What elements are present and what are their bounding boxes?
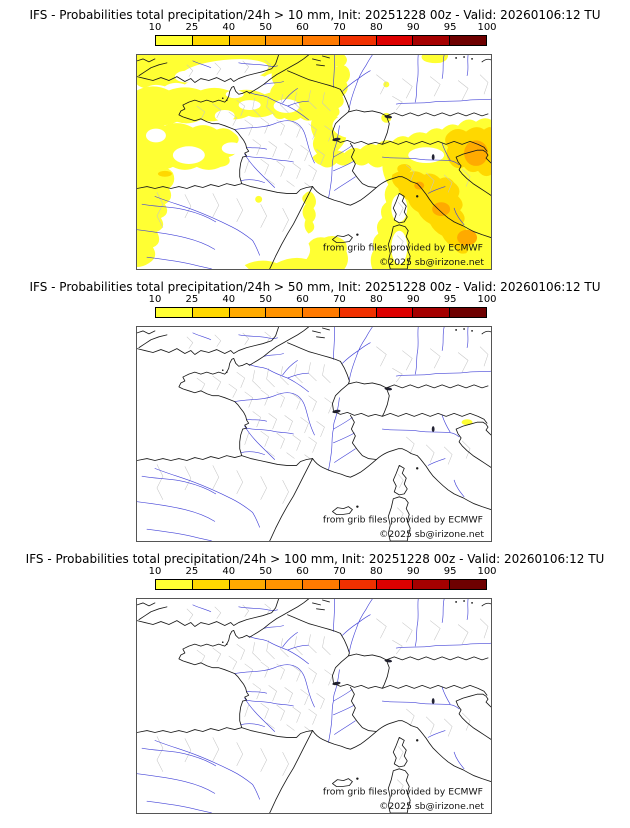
colorbar-tick-label: 25 [185, 566, 199, 577]
colorbar-tick-label: 10 [148, 22, 162, 33]
colorbar-segment [230, 36, 267, 45]
colorbar-segment [340, 36, 377, 45]
ecmwf-credit: from grib files provided by ECMWF [322, 786, 484, 798]
map-50mm [136, 326, 492, 542]
colorbar-segment [340, 580, 377, 589]
colorbar-tick-label: 40 [222, 22, 236, 33]
colorbar-tick-label: 70 [333, 294, 346, 305]
map-title: IFS - Probabilities total precipitation/24h > 100 mm, Init: 20251228 00z - Valid: 20260106:12 TU [25, 552, 605, 566]
colorbar-tick-label: 90 [406, 22, 420, 33]
colorbar-segment [450, 308, 486, 317]
colorbar-segment [450, 36, 486, 45]
copyright-credit: ©2025 sb@irizone.net [379, 801, 485, 813]
colorbar-segment [230, 308, 267, 317]
colorbar-segment [193, 36, 230, 45]
colorbar-segment [377, 308, 414, 317]
colorbar-segment [303, 308, 340, 317]
colorbar-tick-label: 80 [369, 566, 383, 577]
colorbar-segment [377, 36, 414, 45]
map-panel-1 [0, 2, 630, 274]
colorbar-tick-label: 50 [259, 294, 273, 305]
colorbar [155, 579, 487, 590]
colorbar-tick-label: 90 [406, 294, 420, 305]
colorbar-tick-label: 95 [443, 566, 457, 577]
copyright-credit: ©2025 sb@irizone.net [379, 257, 485, 269]
map-title: IFS - Probabilities total precipitation/24h > 10 mm, Init: 20251228 00z - Valid: 20260106:12 TU [29, 8, 601, 22]
colorbar-tick-label: 40 [222, 566, 236, 577]
colorbar-tick-label: 60 [296, 566, 309, 577]
colorbar-tick-label: 60 [296, 294, 309, 305]
colorbar-tick-label: 50 [259, 22, 273, 33]
colorbar-tick-label: 50 [259, 566, 273, 577]
colorbar-tick-label: 70 [333, 566, 346, 577]
colorbar-segment [303, 36, 340, 45]
colorbar-tick-label: 80 [369, 22, 383, 33]
colorbar-ticks [148, 22, 497, 34]
colorbar-segment [340, 308, 377, 317]
colorbar-tick-label: 100 [477, 294, 497, 305]
colorbar-tick-label: 40 [222, 294, 236, 305]
colorbar-segment [193, 580, 230, 589]
colorbar-tick-label: 10 [148, 294, 162, 305]
colorbar-segment [377, 580, 414, 589]
colorbar-segment [193, 308, 230, 317]
colorbar-segment [266, 36, 303, 45]
colorbar-segment [413, 308, 450, 317]
colorbar-tick-label: 10 [148, 566, 162, 577]
colorbar-segment [156, 36, 193, 45]
colorbar-tick-label: 80 [369, 294, 383, 305]
colorbar-segment [413, 580, 450, 589]
colorbar-tick-label: 100 [477, 22, 497, 33]
colorbar-segment [156, 580, 193, 589]
colorbar-tick-label: 95 [443, 22, 457, 33]
colorbar-segment [413, 36, 450, 45]
map-100mm [136, 598, 492, 814]
colorbar [155, 307, 487, 318]
ecmwf-credit: from grib files provided by ECMWF [322, 514, 484, 526]
colorbar-segment [450, 580, 486, 589]
colorbar-tick-label: 90 [406, 566, 420, 577]
colorbar-tick-label: 100 [477, 566, 497, 577]
map-panel-2 [0, 274, 630, 546]
colorbar-tick-label: 70 [333, 22, 346, 33]
map-title: IFS - Probabilities total precipitation/24h > 50 mm, Init: 20251228 00z - Valid: 20260106:12 TU [29, 280, 601, 294]
colorbar-segment [266, 580, 303, 589]
colorbar-ticks [148, 294, 497, 306]
map-10mm [136, 54, 492, 270]
map-panel-3 [0, 546, 630, 818]
ecmwf-credit: from grib files provided by ECMWF [322, 242, 484, 254]
colorbar-tick-label: 25 [185, 22, 199, 33]
colorbar-segment [303, 580, 340, 589]
colorbar-tick-label: 25 [185, 294, 199, 305]
colorbar-tick-label: 95 [443, 294, 457, 305]
colorbar-ticks [148, 566, 497, 578]
colorbar-segment [230, 580, 267, 589]
colorbar-segment [266, 308, 303, 317]
colorbar-tick-label: 60 [296, 22, 309, 33]
copyright-credit: ©2025 sb@irizone.net [379, 529, 485, 541]
colorbar [155, 35, 487, 46]
colorbar-segment [156, 308, 193, 317]
